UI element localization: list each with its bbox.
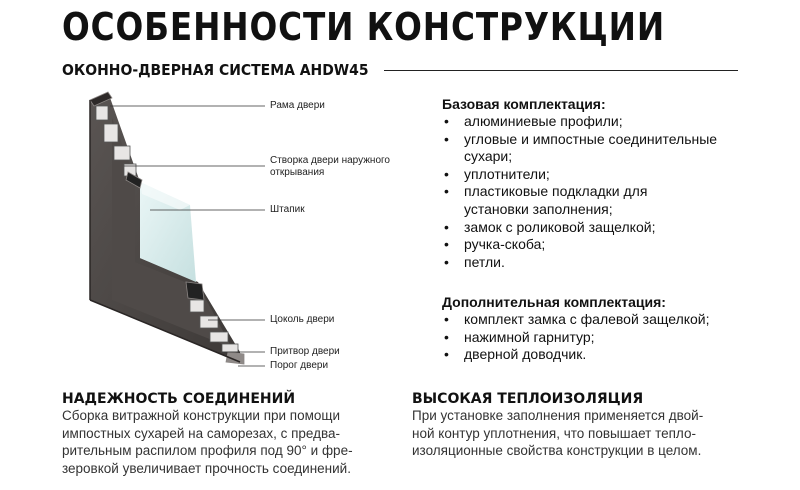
list-item: • комплект замка с фалевой защелкой; <box>444 311 710 327</box>
page-title: ОСОБЕННОСТИ КОНСТРУКЦИИ <box>62 5 666 49</box>
page-subtitle: ОКОННО-ДВЕРНАЯ СИСТЕМА AHDW45 <box>62 61 369 79</box>
callout-door-frame: Рама двери <box>270 100 325 111</box>
callout-glazing-bead: Штапик <box>270 204 305 215</box>
basic-list <box>442 113 762 271</box>
list-item: • замок с роликовой защелкой; <box>444 218 656 235</box>
extra-list <box>442 311 762 364</box>
reliability-text: Сборка витражной конструкции при помощи импостных сухарей на саморезах, с предва- рительным распилом профиля под 90° и фре- зеровкой увеличивает прочность соединений. <box>62 408 353 476</box>
callout-door-plinth: Цоколь двери <box>270 314 335 325</box>
list-item: • петли. <box>444 253 505 270</box>
reliability-heading: НАДЕЖНОСТЬ СОЕДИНЕНИЙ <box>62 391 296 407</box>
insulation-text: При установке заполнения применяется двой- ной контур уплотнения, что повышает тепло- изоляционные свойства конструкции в целом. <box>412 408 704 458</box>
list-item: • дверной доводчик. <box>444 346 587 363</box>
list-item: • ручка-скоба; <box>444 236 546 253</box>
callout-door-rebate: Притвор двери <box>270 346 340 357</box>
insulation-heading: ВЫСОКАЯ ТЕПЛОИЗОЛЯЦИЯ <box>412 391 644 407</box>
callout-door-threshold: Порог двери <box>270 360 329 371</box>
list-item: • угловые и импостные соединительные сухари; <box>444 130 718 165</box>
list-item: • пластиковые подкладки для установки заполнения; <box>444 183 648 217</box>
extra-heading: Дополнительная комплектация: <box>442 294 666 310</box>
callout-door-sash: Створка двери наружного открывания <box>270 155 390 178</box>
list-item: • уплотнители; <box>444 165 550 182</box>
list-item: • алюминиевые профили; <box>444 113 623 129</box>
basic-heading: Базовая комплектация: <box>442 96 606 112</box>
list-item: • нажимной гарнитур; <box>444 328 595 345</box>
